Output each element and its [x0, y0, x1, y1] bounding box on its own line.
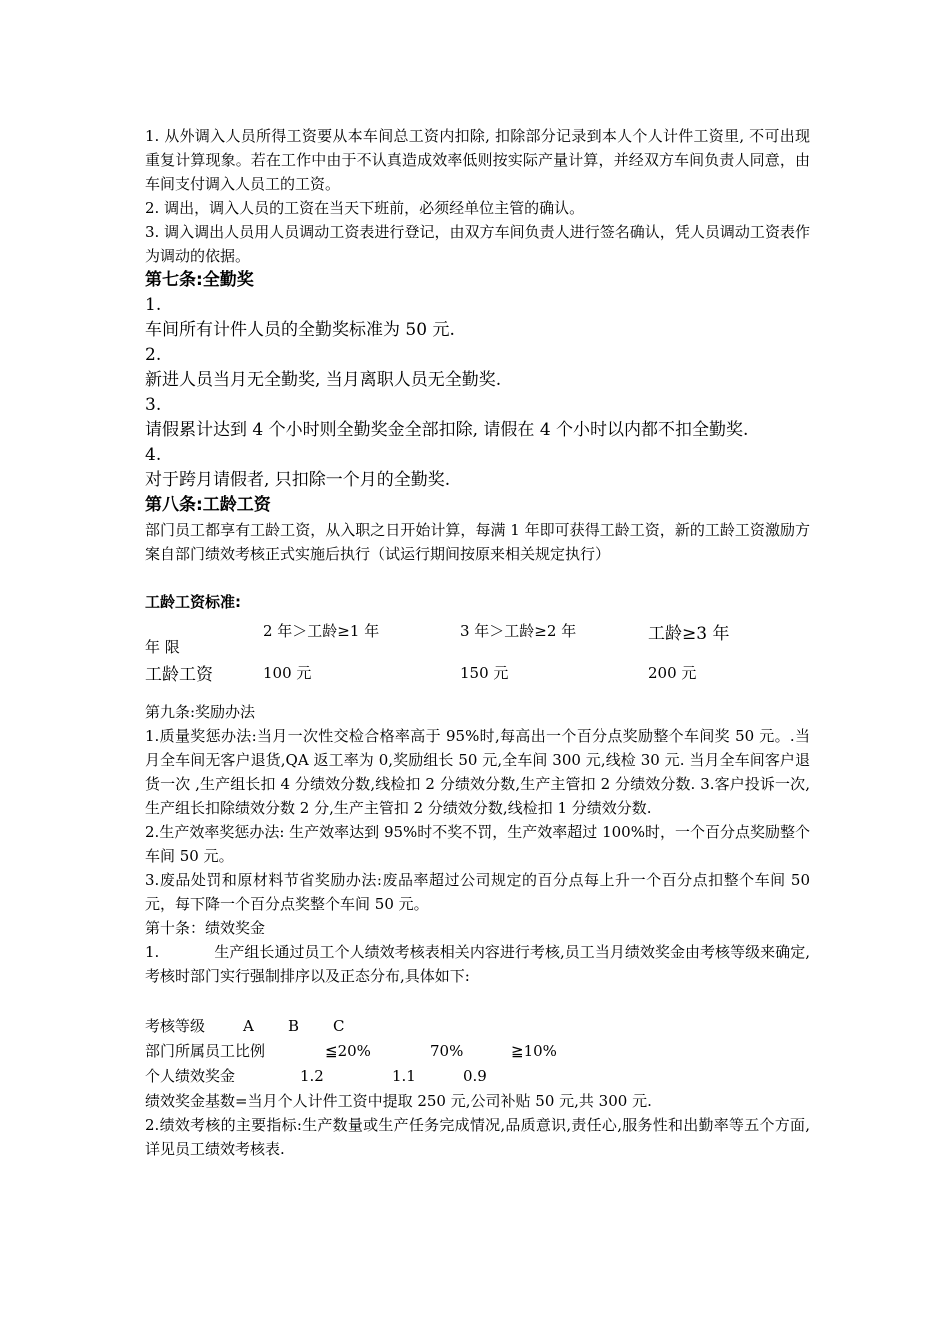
transfer-item-3: 3. 调入调出人员用人员调动工资表进行登记，由双方车间负责人进行签名确认，凭人员调动工资表作为调动的依据。 [145, 223, 810, 265]
article7-text-3: 请假累计达到 4 个小时则全勤奖金全部扣除, 请假在 4 个小时以内都不扣全勤奖. [145, 420, 749, 440]
article7-num-2: 2. [145, 345, 162, 365]
article10-heading: 第十条：绩效奖金 [145, 919, 266, 937]
bonus-c: 0.9 [463, 1067, 487, 1085]
article9-item-3: 3.废品处罚和原材料节省奖励办法:废品率超过公司规定的百分点每上升一个百分点扣整个车间 50 元，每下降一个百分点奖整个车间 50 元。 [145, 871, 810, 913]
document-page [145, 124, 810, 1161]
transfer-item-1: 1. 从外调入人员所得工资要从本车间总工资内扣除, 扣除部分记录到本人个人计件工资里, 不可出现重复计算现象。若在工作中由于不认真造成效率低则按实际产量计算，并经双方车间负责人同意，由车间支付调入人员工的工资。 [145, 127, 810, 193]
article9-item-2: 2.生产效率奖惩办法: 生产效率达到 95%时不奖不罚，生产效率超过 100%时，一个百分点奖励整个车间 50 元。 [145, 823, 810, 865]
article7-text-2: 新进人员当月无全勤奖, 当月离职人员无全勤奖. [145, 370, 502, 390]
article7-num-3: 3. [145, 395, 162, 415]
bonus-a: 1.2 [300, 1067, 324, 1085]
seniority-row-label-years: 年 限 [145, 638, 180, 656]
bonus-b: 1.1 [392, 1067, 416, 1085]
ratio-c: ≧10% [511, 1042, 557, 1060]
article7-num-4: 4. [145, 445, 162, 465]
grade-b: B [288, 1017, 300, 1035]
article7-num-1: 1. [145, 295, 162, 315]
grade-label: 考核等级 [145, 1017, 206, 1035]
article7-heading: 第七条:全勤奖 [145, 270, 254, 290]
article10-item-1 [145, 940, 810, 988]
ratio-a: ≦20% [325, 1042, 371, 1060]
article9-item-1: 1.质量奖惩办法:当月一次性交检合格率高于 95%时,每高出一个百分点奖励整个车间奖 50 元。.当月全车间无客户退货,QA 返工率为 0,奖励组长 50 元,全车间 300 元,线检 30 元. 当月全车间客户退货一次 ,生产组长扣 4 分绩效分数,线检扣 2 分绩效分数,生产主管扣 2 分绩效分数. 3.客户投诉一次,生产组长扣除绩效分数 2 分,生产主管扣 2 分绩效分数,线检扣 1 分绩效分数. [145, 727, 810, 817]
ratio-label: 部门所属员工比例 [145, 1042, 266, 1060]
grade-table [145, 1014, 810, 1089]
article10-item-2: 2.绩效考核的主要指标:生产数量或生产任务完成情况,品质意识,责任心,服务性和出勤率等五个方面,详见员工绩效考核表. [145, 1116, 810, 1158]
seniority-value-2: 150 元 [460, 664, 509, 682]
article8-description: 部门员工都享有工龄工资，从入职之日开始计算，每满 1 年即可获得工龄工资，新的工龄工资激励方案自部门绩效考核正式实施后执行（试运行期间按原来相关规定执行） [145, 521, 810, 563]
seniority-value-3: 200 元 [648, 664, 697, 682]
seniority-col-2: 3 年＞工龄≥2 年 [460, 622, 577, 640]
article7-text-1: 车间所有计件人员的全勤奖标准为 50 元. [145, 320, 455, 340]
article10-item-1-text: 生产组长通过员工个人绩效考核表相关内容进行考核,员工当月绩效奖金由考核等级来确定,考核时部门实行强制排序以及正态分布,具体如下: [145, 943, 810, 985]
grade-c: C [333, 1017, 345, 1035]
article8-heading: 第八条:工龄工资 [145, 495, 271, 515]
article9-heading: 第九条:奖励办法 [145, 703, 256, 721]
bonus-label: 个人绩效奖金 [145, 1067, 236, 1085]
transfer-item-2: 2. 调出，调入人员的工资在当天下班前，必须经单位主管的确认。 [145, 199, 585, 217]
seniority-standard-heading: 工龄工资标准: [145, 593, 241, 611]
bonus-base: 绩效奖金基数=当月个人计件工资中提取 250 元,公司补贴 50 元,共 300 元. [145, 1092, 652, 1110]
seniority-value-1: 100 元 [263, 664, 312, 682]
seniority-col-1: 2 年＞工龄≥1 年 [263, 622, 380, 640]
article10-item-1-num: 1. [145, 943, 160, 961]
seniority-row-label-wage: 工龄工资 [145, 665, 213, 685]
grade-a: A [243, 1017, 254, 1035]
ratio-b: 70% [430, 1042, 464, 1060]
seniority-col-3: 工龄≥3 年 [648, 624, 730, 644]
article7-text-4: 对于跨月请假者, 只扣除一个月的全勤奖. [145, 470, 451, 490]
seniority-table [145, 620, 810, 685]
